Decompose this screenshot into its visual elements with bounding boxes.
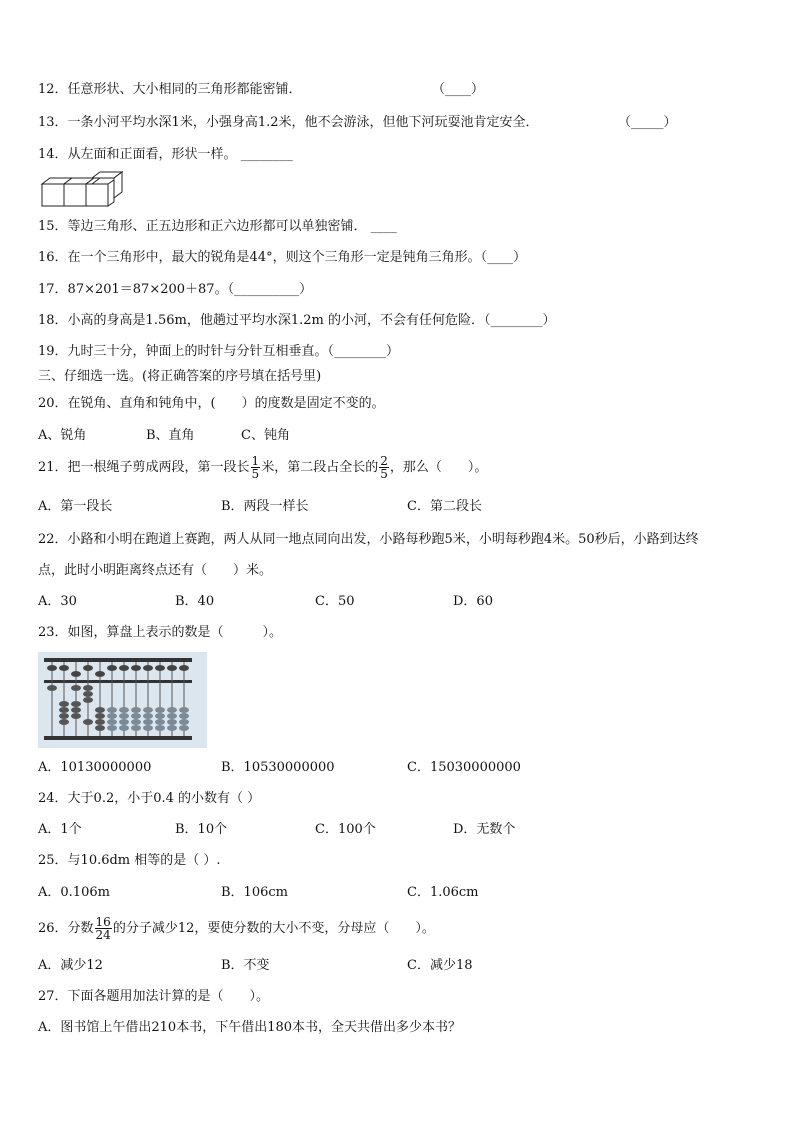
- section-heading: [38, 369, 321, 385]
- question-20: [38, 396, 385, 412]
- question-21-option-a[interactable]: A．第一段长: [38, 499, 113, 514]
- question-22-text-1: 22．小路和小明在跑道上赛跑，两人从同一地点同向出发，小路每秒跑5米，小明每秒跑4米。50秒后，小路到达终: [38, 532, 699, 547]
- fraction-denominator: 24: [95, 928, 111, 942]
- question-25-option-c[interactable]: C．1.06cm: [407, 885, 479, 900]
- section-3-title: 三、仔细选一选。(将正确答案的序号填在括号里): [38, 369, 322, 384]
- question-23-option-c[interactable]: C．15030000000: [407, 760, 521, 775]
- question-26-text-part1: 26．分数: [38, 921, 94, 936]
- question-19: [38, 344, 399, 360]
- question-20-option-a[interactable]: A、锐角: [38, 428, 87, 443]
- question-24-option-a[interactable]: A．1个: [38, 822, 82, 837]
- question-18: [38, 313, 555, 329]
- question-27-option-a[interactable]: [38, 1020, 461, 1036]
- question-21-text-part2: 米，第二段占全长的: [261, 460, 379, 475]
- question-14-answer-blank[interactable]: ________: [240, 147, 293, 162]
- question-21-text-part3: ，那么（ ）。: [389, 460, 488, 475]
- question-22-text-2: 点，此时小明距离终点还有（ ）米。: [38, 563, 273, 578]
- fraction-numerator: 1: [251, 454, 260, 468]
- question-25: [38, 853, 221, 869]
- question-24-option-c[interactable]: C．100个: [315, 822, 376, 837]
- question-12-answer-blank[interactable]: （____）: [432, 82, 485, 97]
- question-22-option-b[interactable]: B．40: [175, 594, 215, 609]
- question-25-option-b[interactable]: B．106cm: [221, 885, 288, 900]
- fraction-numerator: 2: [380, 454, 388, 468]
- question-23-option-a[interactable]: A．10130000000: [38, 760, 152, 775]
- question-23-option-b[interactable]: B．10530000000: [221, 760, 335, 775]
- question-20-text: 20．在锐角、直角和钝角中，( ）的度数是固定不变的。: [38, 396, 385, 411]
- question-20-option-c[interactable]: C、钝角: [241, 428, 290, 443]
- question-25-option-a[interactable]: A．0.106m: [38, 885, 110, 900]
- question-19-text: 19．九时三十分，钟面上的时针与分针互相垂直。（________）: [38, 344, 400, 359]
- question-24: [38, 791, 260, 807]
- question-22-option-d[interactable]: D．60: [453, 594, 493, 609]
- question-12: [38, 82, 302, 98]
- question-23-text: 23．如图，算盘上表示的数是（ ）。: [38, 625, 283, 640]
- question-22-option-c[interactable]: C．50: [315, 594, 355, 609]
- question-27-option-a-text: A．图书馆上午借出210本书，下午借出180本书，全天共借出多少本书？: [38, 1020, 462, 1035]
- question-13-answer-blank[interactable]: （_____）: [618, 115, 677, 130]
- question-22-line-1: [38, 532, 699, 548]
- question-12-text: 12．任意形状、大小相同的三角形都能密铺．: [38, 82, 302, 97]
- question-26-option-b[interactable]: B．不变: [221, 958, 270, 973]
- question-15: [38, 219, 397, 235]
- question-21-text-part1: 21．把一根绳子剪成两段，第一段长: [38, 460, 250, 475]
- question-21-option-c[interactable]: C．第二段长: [407, 499, 482, 514]
- question-27: [38, 989, 269, 1005]
- question-26-option-a[interactable]: A．减少12: [38, 958, 103, 973]
- question-24-option-b[interactable]: B．10个: [175, 822, 228, 837]
- question-17-text: 17．87×201＝87×200＋87。（__________）: [38, 282, 313, 297]
- question-13-text: 13．一条小河平均水深1米，小强身高1.2米，他不会游泳，但他下河玩耍池肯定安全．: [38, 115, 539, 130]
- question-22-line-2: [38, 563, 272, 579]
- question-25-text: 25．与10.6dm 相等的是（ ）.: [38, 853, 221, 868]
- fraction-one-fifth: [251, 455, 261, 480]
- question-26-text-part2: 的分子减少12，要使分数的大小不变，分母应（ ）。: [112, 921, 435, 936]
- question-21: [38, 452, 487, 484]
- question-26-option-c[interactable]: C．减少18: [407, 958, 473, 973]
- question-23: [38, 625, 282, 641]
- fraction-sixteen-over-twenty-four: [95, 916, 112, 941]
- question-24-option-d[interactable]: D．无数个: [453, 822, 516, 837]
- question-15-answer-blank[interactable]: ____: [370, 219, 397, 234]
- fraction-denominator: 5: [380, 467, 388, 481]
- question-26: [38, 913, 435, 945]
- abacus-image: [38, 652, 207, 748]
- question-15-text: 15．等边三角形、正五边形和正六边形都可以单独密铺．: [38, 219, 367, 234]
- cubes-figure: [40, 170, 126, 210]
- fraction-two-fifths: [379, 455, 389, 480]
- fraction-denominator: 5: [251, 467, 260, 481]
- question-13: [38, 115, 539, 131]
- fraction-numerator: 16: [95, 915, 111, 929]
- question-20-option-b[interactable]: B、直角: [146, 428, 195, 443]
- question-16-text: 16．在一个三角形中，最大的锐角是44°，则这个三角形一定是钝角三角形。（____）: [38, 250, 527, 265]
- question-18-text: 18．小高的身高是1.56m，他趟过平均水深1.2m 的小河，不会有任何危险．（________）: [38, 313, 556, 328]
- question-14-text: 14．从左面和正面看，形状一样。: [38, 147, 237, 162]
- question-16: [38, 250, 526, 266]
- question-14: [38, 147, 293, 163]
- question-27-text: 27．下面各题用加法计算的是（ ）。: [38, 989, 270, 1004]
- question-24-text: 24．大于0.2，小于0.4 的小数有（ ）: [38, 791, 261, 806]
- question-22-option-a[interactable]: A．30: [38, 594, 77, 609]
- question-21-option-b[interactable]: B．两段一样长: [221, 499, 309, 514]
- question-17: [38, 282, 312, 298]
